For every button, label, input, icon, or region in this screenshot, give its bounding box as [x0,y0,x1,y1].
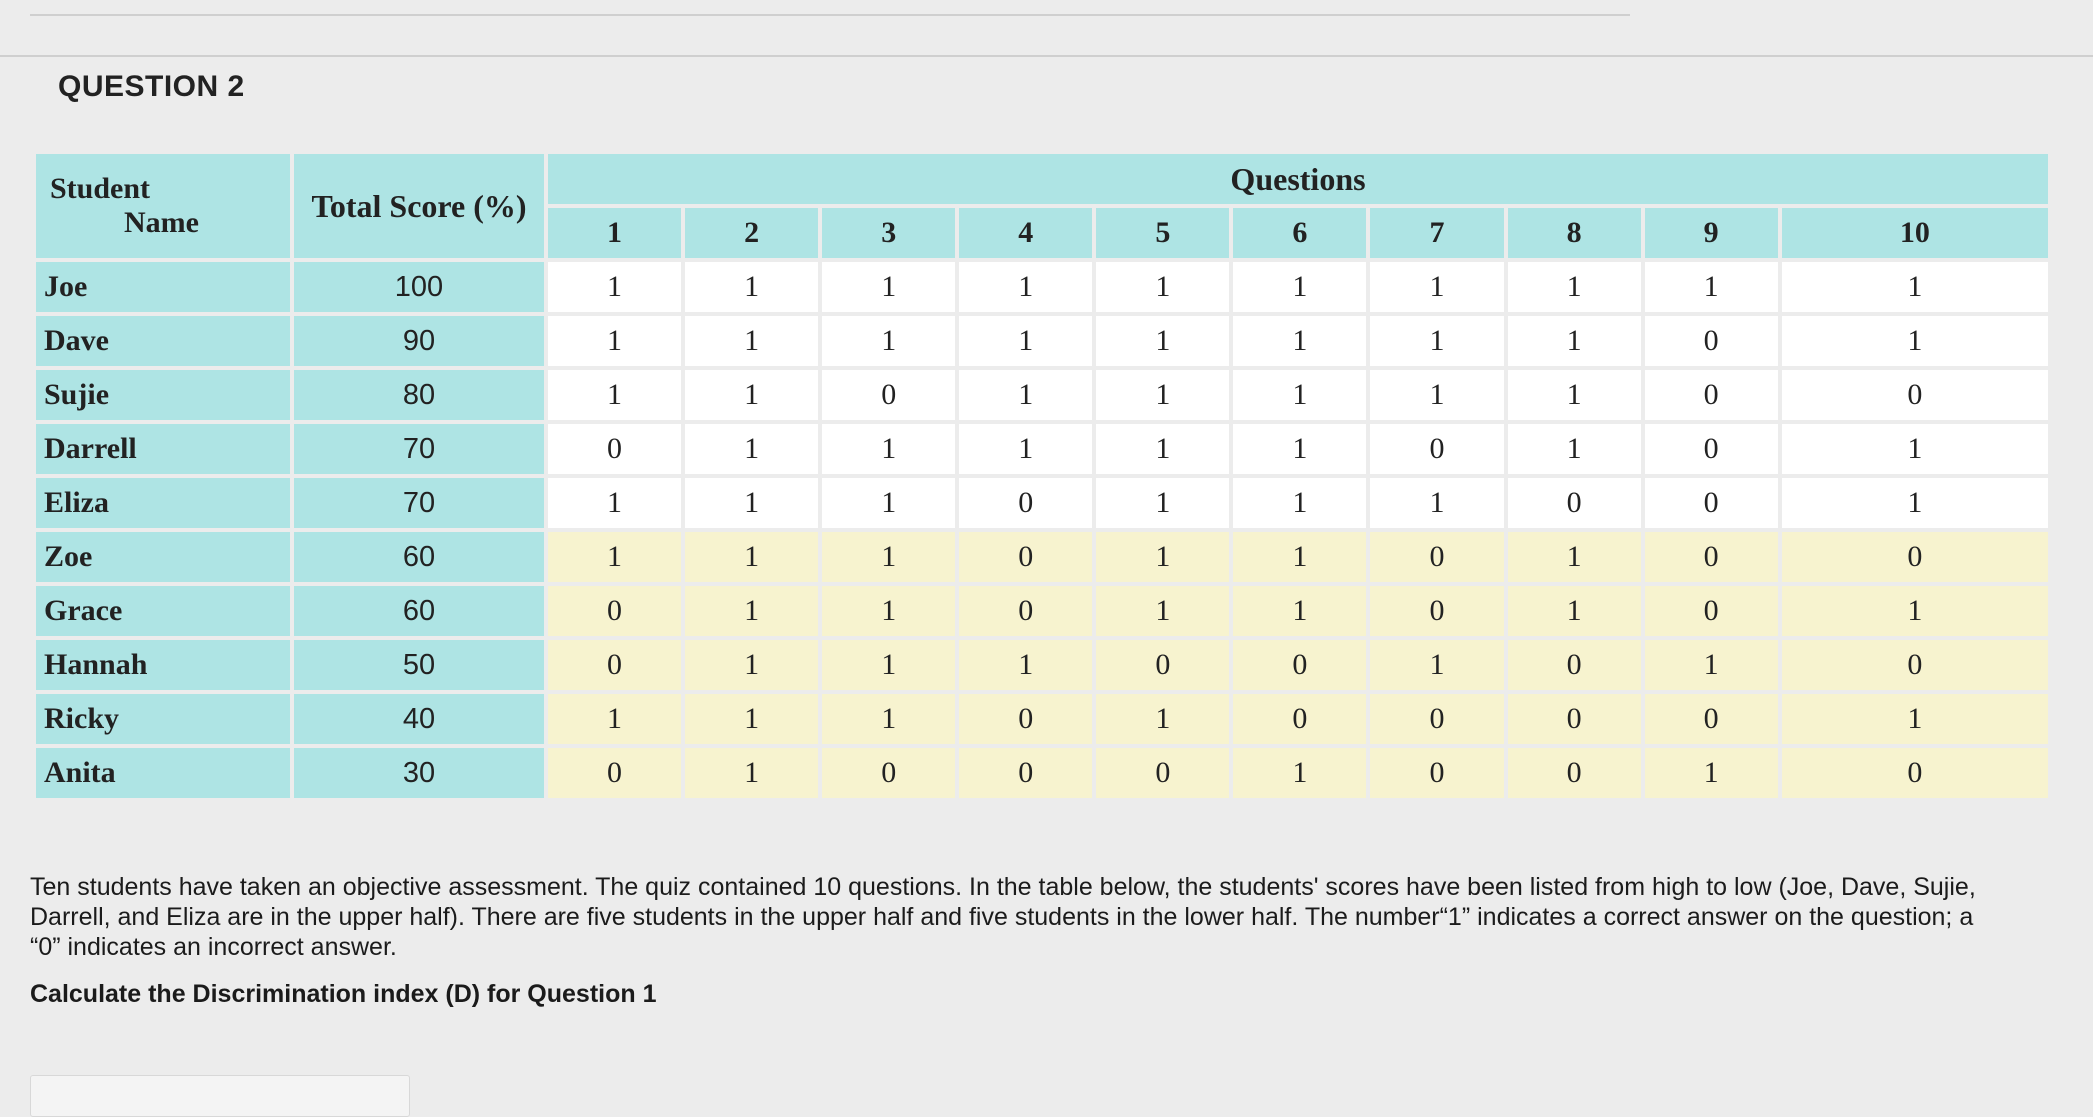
total-score-cell: 70 [294,478,544,528]
student-name-cell: Darrell [36,424,290,474]
answer-cell: 1 [959,316,1092,366]
answer-cell: 1 [1508,424,1641,474]
table-row [36,370,2048,420]
total-score-cell: 70 [294,424,544,474]
answer-cell: 1 [1096,262,1229,312]
answer-cell: 1 [1233,424,1366,474]
answer-cell: 1 [1233,586,1366,636]
table-row [36,316,2048,366]
table-row [36,532,2048,582]
answer-cell: 1 [1782,262,2048,312]
answer-cell: 1 [1645,262,1778,312]
total-score-cell: 60 [294,532,544,582]
answer-cell: 0 [548,640,681,690]
header-question-8: 8 [1508,208,1641,258]
answer-cell: 1 [1233,370,1366,420]
answer-cell: 1 [1370,370,1503,420]
student-name-cell: Ricky [36,694,290,744]
total-score-cell: 30 [294,748,544,798]
table-row [36,478,2048,528]
answer-cell: 1 [1645,748,1778,798]
answer-cell: 0 [1645,316,1778,366]
answer-cell: 1 [1782,694,2048,744]
answer-cell: 0 [1233,694,1366,744]
answer-cell: 0 [1645,694,1778,744]
answer-cell: 1 [548,316,681,366]
answer-cell: 0 [548,748,681,798]
table-row [36,262,2048,312]
answer-cell: 1 [822,478,955,528]
answer-cell: 0 [822,370,955,420]
answer-cell: 1 [685,640,818,690]
table-row [36,424,2048,474]
answer-cell: 1 [1096,694,1229,744]
answer-cell: 0 [1645,532,1778,582]
answer-cell: 0 [548,586,681,636]
question-title: QUESTION 2 [58,70,245,103]
answer-cell: 0 [548,424,681,474]
answer-cell: 0 [1233,640,1366,690]
answer-cell: 1 [959,262,1092,312]
header-total-score: Total Score (%) [294,154,544,258]
student-name-cell: Zoe [36,532,290,582]
answer-cell: 1 [1096,370,1229,420]
table-body [36,262,2048,798]
answer-cell: 1 [1233,532,1366,582]
header-student-name [36,154,290,258]
answer-cell: 0 [1096,748,1229,798]
answer-cell: 1 [1782,424,2048,474]
answer-cell: 1 [1508,370,1641,420]
answer-cell: 0 [959,748,1092,798]
answer-cell: 1 [822,262,955,312]
student-name-cell: Anita [36,748,290,798]
answer-cell: 0 [1645,370,1778,420]
top-divider [30,14,1630,16]
answer-cell: 1 [685,586,818,636]
header-questions: Questions [548,154,2048,204]
student-name-cell: Dave [36,316,290,366]
answer-cell: 1 [685,316,818,366]
answer-cell: 1 [685,694,818,744]
answer-cell: 1 [685,424,818,474]
answer-cell: 1 [1370,478,1503,528]
answer-input-box[interactable] [30,1075,410,1117]
header-question-7: 7 [1370,208,1503,258]
header-question-10: 10 [1782,208,2048,258]
total-score-cell: 40 [294,694,544,744]
answer-cell: 1 [1782,586,2048,636]
student-name-cell: Hannah [36,640,290,690]
table-row [36,694,2048,744]
answer-cell: 1 [822,532,955,582]
answer-cell: 1 [685,478,818,528]
answer-cell: 0 [959,532,1092,582]
student-name-cell: Joe [36,262,290,312]
answer-cell: 0 [1370,424,1503,474]
answer-cell: 1 [685,532,818,582]
header-question-3: 3 [822,208,955,258]
answer-cell: 0 [1782,370,2048,420]
answer-cell: 1 [1782,316,2048,366]
answer-cell: 1 [959,640,1092,690]
student-name-cell: Grace [36,586,290,636]
total-score-cell: 80 [294,370,544,420]
answer-cell: 0 [1508,748,1641,798]
answer-cell: 1 [548,370,681,420]
answer-cell: 1 [1096,424,1229,474]
answer-cell: 0 [1370,532,1503,582]
answer-cell: 1 [1096,478,1229,528]
total-score-cell: 50 [294,640,544,690]
answer-cell: 0 [959,586,1092,636]
answer-cell: 1 [548,262,681,312]
answer-cell: 1 [1233,748,1366,798]
header-question-1: 1 [548,208,681,258]
answer-cell: 1 [1508,532,1641,582]
table-row [36,748,2048,798]
answer-cell: 0 [1782,532,2048,582]
answer-cell: 1 [1233,478,1366,528]
answer-cell: 1 [959,424,1092,474]
header-student-label: Student [50,172,151,205]
answer-cell: 0 [1782,640,2048,690]
answer-cell: 1 [822,586,955,636]
section-divider [0,55,2093,57]
header-question-5: 5 [1096,208,1229,258]
total-score-cell: 60 [294,586,544,636]
answer-cell: 1 [1096,586,1229,636]
answer-cell: 0 [1508,694,1641,744]
calculation-instruction: Calculate the Discrimination index (D) for Question 1 [30,980,657,1008]
answer-cell: 1 [548,532,681,582]
answer-cell: 0 [1782,748,2048,798]
answer-cell: 1 [1645,640,1778,690]
student-name-cell: Eliza [36,478,290,528]
answer-cell: 1 [548,694,681,744]
answer-cell: 1 [1096,316,1229,366]
answer-cell: 1 [1233,316,1366,366]
answer-cell: 1 [1370,262,1503,312]
answer-cell: 0 [959,694,1092,744]
answer-cell: 1 [685,748,818,798]
answer-cell: 1 [1508,262,1641,312]
table-row [36,586,2048,636]
scores-table [32,150,2052,802]
answer-cell: 1 [822,694,955,744]
answer-cell: 1 [822,640,955,690]
answer-cell: 0 [959,478,1092,528]
answer-cell: 1 [1096,532,1229,582]
student-name-cell: Sujie [36,370,290,420]
answer-cell: 0 [1096,640,1229,690]
answer-cell: 1 [685,262,818,312]
answer-cell: 0 [1370,694,1503,744]
answer-cell: 1 [1370,316,1503,366]
answer-cell: 0 [1645,586,1778,636]
answer-cell: 1 [1233,262,1366,312]
total-score-cell: 100 [294,262,544,312]
header-question-4: 4 [959,208,1092,258]
header-question-9: 9 [1645,208,1778,258]
scores-table-container [32,150,2052,802]
answer-cell: 1 [1508,586,1641,636]
answer-cell: 1 [1782,478,2048,528]
answer-cell: 1 [1508,316,1641,366]
answer-cell: 0 [1370,748,1503,798]
answer-cell: 1 [548,478,681,528]
answer-cell: 1 [822,316,955,366]
answer-cell: 1 [1370,640,1503,690]
header-question-2: 2 [685,208,818,258]
answer-cell: 1 [685,370,818,420]
header-question-6: 6 [1233,208,1366,258]
answer-cell: 1 [822,424,955,474]
answer-cell: 0 [1645,478,1778,528]
answer-cell: 0 [822,748,955,798]
header-name-label: Name [124,206,199,239]
answer-cell: 1 [959,370,1092,420]
answer-cell: 0 [1370,586,1503,636]
answer-cell: 0 [1508,640,1641,690]
answer-cell: 0 [1645,424,1778,474]
assessment-description: Ten students have taken an objective assessment. The quiz contained 10 questions. In the table below, the students' scores have been listed from high to low (Joe, Dave, Sujie, Darrell, and Eliza are in the upper half). There are five students in the upper half and five students in the lower half. The number“1” indicates a correct answer on the question; a “0” indicates an incorrect answer. [30,873,1976,961]
total-score-cell: 90 [294,316,544,366]
answer-cell: 0 [1508,478,1641,528]
table-row [36,640,2048,690]
